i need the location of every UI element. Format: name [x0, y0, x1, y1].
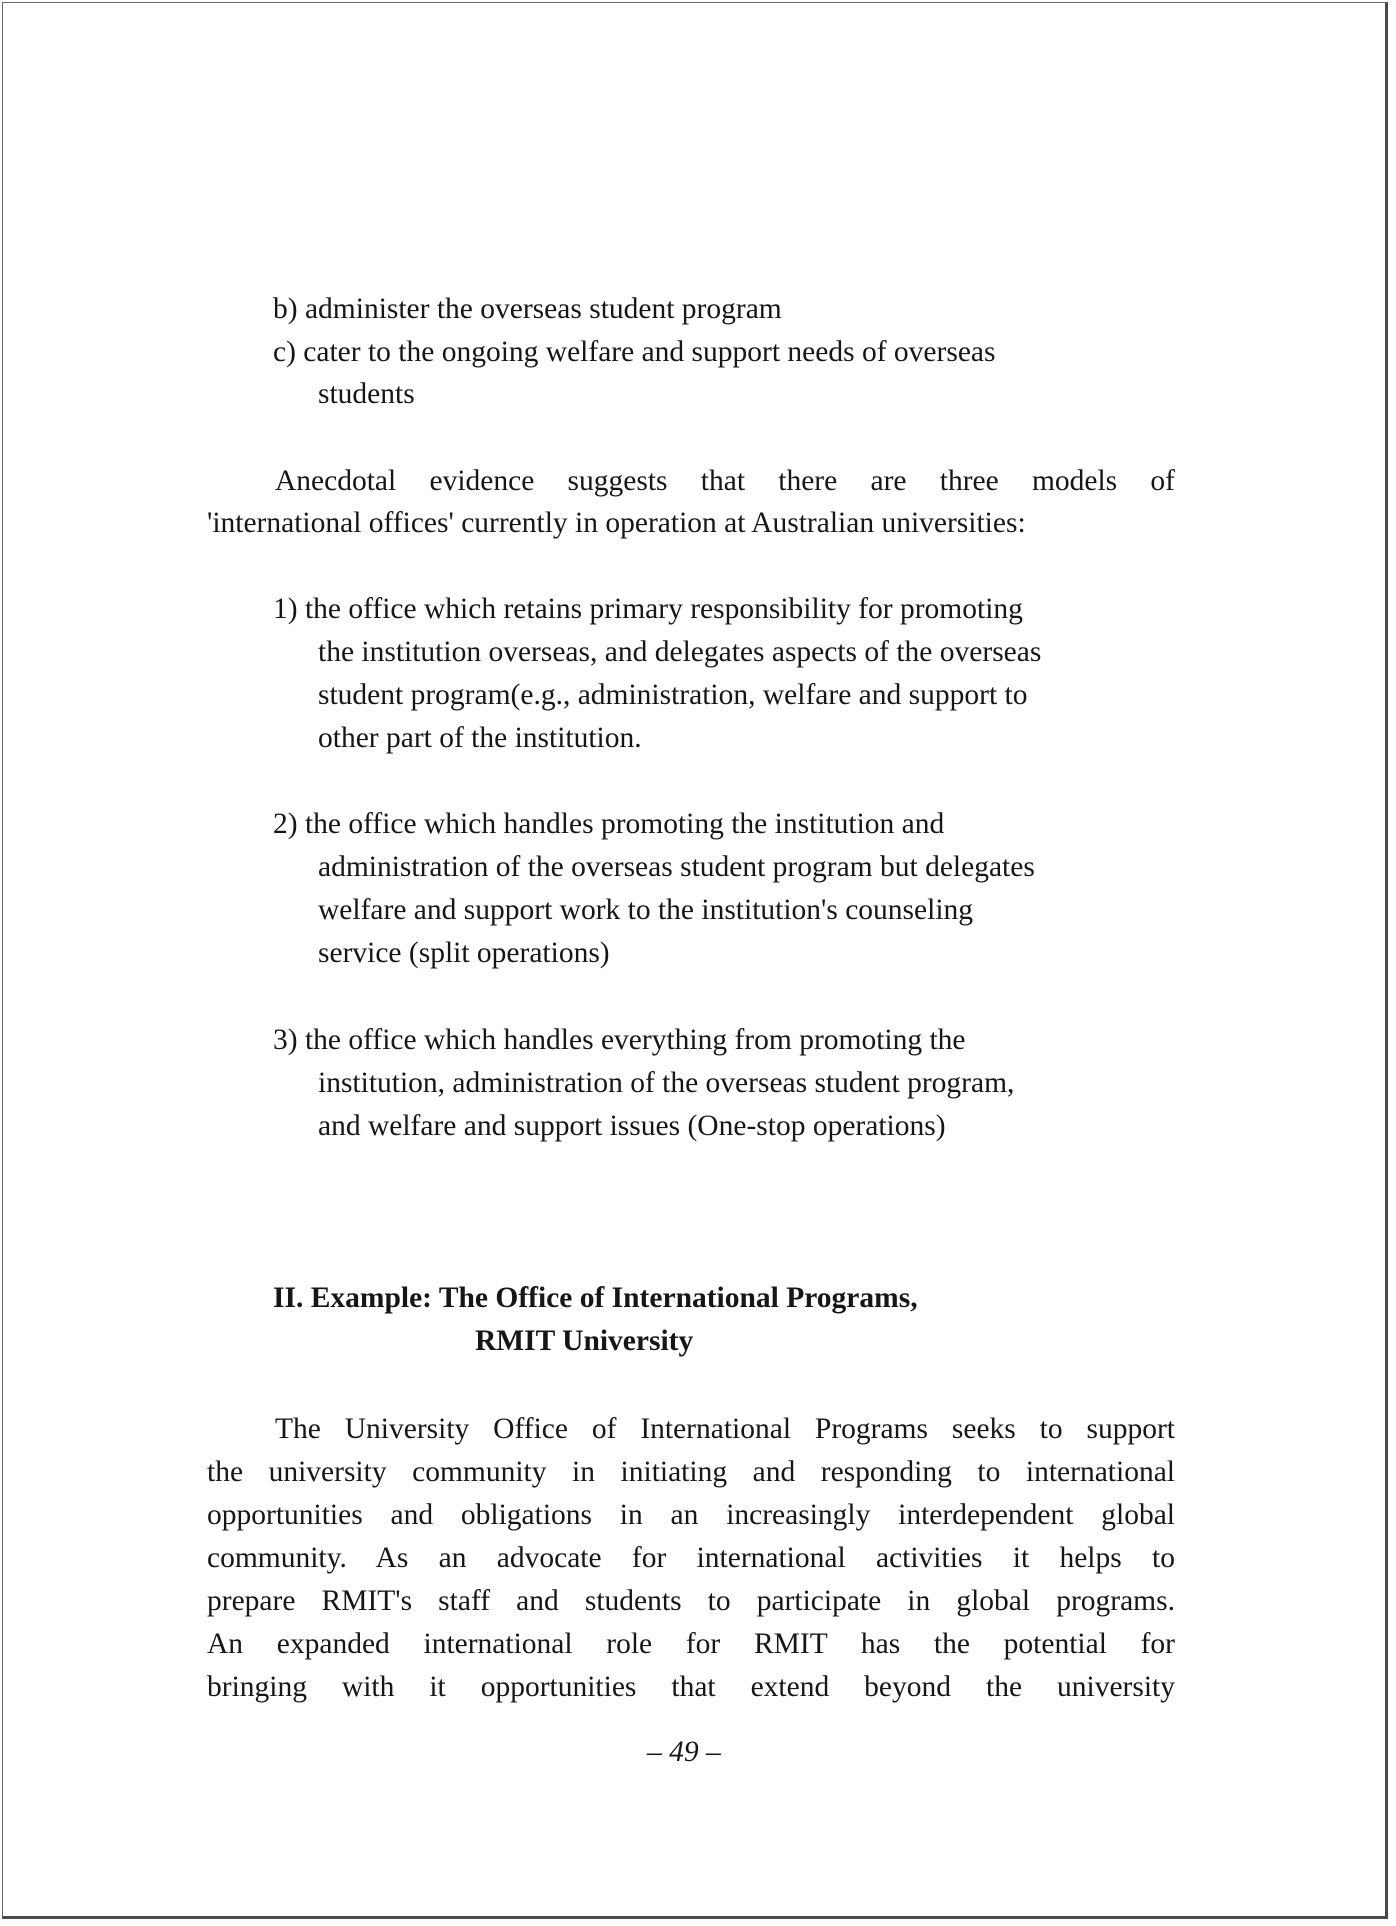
paragraph-line: Anecdotal evidence suggests that there are three models of — [275, 465, 1175, 497]
document-page — [2, 2, 1388, 1919]
paragraph-line: The University Office of International Programs seeks to support — [275, 1413, 1175, 1445]
list-label: 1) — [273, 593, 298, 625]
list-label: 2) — [273, 808, 298, 840]
list-text: administer the overseas student program — [304, 293, 782, 325]
list-item-c-continued: students — [318, 378, 415, 410]
list-label: c) — [273, 336, 296, 368]
list-item-b — [273, 288, 782, 330]
model-item-2-line: service (split operations) — [318, 937, 610, 969]
paragraph-line: opportunities and obligations in an increasingly interdependent global — [207, 1499, 1175, 1531]
model-item-1 — [273, 588, 1023, 630]
model-item-1-line: other part of the institution. — [318, 722, 642, 754]
page-number: – 49 – — [647, 1736, 721, 1768]
model-item-2-line: administration of the overseas student program but delegates — [318, 851, 1035, 883]
paragraph-line: bringing with it opportunities that extend beyond the university — [207, 1671, 1175, 1703]
list-label: 3) — [273, 1024, 298, 1056]
section-heading-continued: RMIT University — [475, 1325, 694, 1357]
list-item-c — [273, 331, 995, 373]
paragraph-line: community. As an advocate for international activities it helps to — [207, 1542, 1175, 1574]
paragraph-line: 'international offices' currently in operation at Australian universities: — [207, 507, 1026, 539]
model-item-3 — [273, 1019, 966, 1061]
list-text: the office which retains primary responsibility for promoting — [304, 593, 1023, 625]
paragraph-line: prepare RMIT's staff and students to participate in global programs. — [207, 1585, 1175, 1617]
model-item-2 — [273, 803, 944, 845]
section-heading: II. Example: The Office of International Programs, — [273, 1282, 918, 1314]
list-text: the office which handles everything from promoting the — [304, 1024, 966, 1056]
paragraph-line: An expanded international role for RMIT has the potential for — [207, 1628, 1175, 1660]
model-item-2-line: welfare and support work to the institution's counseling — [318, 894, 974, 926]
model-item-3-line: and welfare and support issues (One-stop operations) — [318, 1110, 946, 1142]
model-item-3-line: institution, administration of the overseas student program, — [318, 1067, 1015, 1099]
list-text: the office which handles promoting the institution and — [304, 808, 945, 840]
list-text: cater to the ongoing welfare and support needs of overseas — [303, 336, 996, 368]
list-label: b) — [273, 293, 298, 325]
model-item-1-line: student program(e.g., administration, welfare and support to — [318, 679, 1028, 711]
model-item-1-line: the institution overseas, and delegates aspects of the overseas — [318, 636, 1042, 668]
paragraph-line: the university community in initiating and responding to international — [207, 1456, 1175, 1488]
